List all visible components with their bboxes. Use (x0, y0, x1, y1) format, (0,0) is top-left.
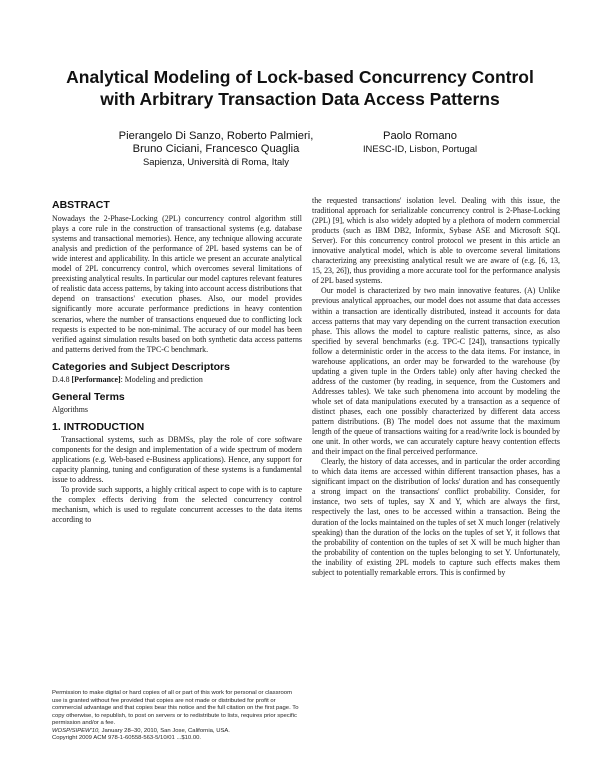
category-code: D.4.8 (52, 374, 70, 384)
footnote-venue (52, 728, 302, 736)
right-column (312, 196, 560, 578)
right-paragraph-2: Our model is characterized by two main innovative features. (A) Unlike previous analytical approaches, our model does not assume that data accesses within a transaction are identically distributed, instead it accounts for data access patterns that may vary depending on the current transaction execution phase. This allows the model to capture realistic patterns, since, as also specified by several benchmarks (e.g. TPC-C [24]), transactions typically follow a deterministic order in the access to the data items. For instance, in warehouse applications, an order may be forwarded to the warehouse (by updating a given tuple in the Orders table) only after having checked the address of the customer (by reading, in sequence, from the Customers and Addresses tables). We take such phenomena into account by modeling the whole set of data manipulations executed by a transaction as a sequence of distinct phases, each one possibly characterized by different data access pattern distributions. (B) The model does not assume that the maximum length of the queue of transactions waiting for a read/write lock is bounded by one unit. In other words, we can accurately capture heavy contention effects and their impact on the final perceived performance. (312, 286, 560, 457)
author-block-left (96, 130, 336, 168)
general-terms-text: Algorithms (52, 404, 88, 414)
author-affiliation-right: INESC-ID, Lisbon, Portugal (362, 143, 478, 154)
abstract-heading: ABSTRACT (52, 199, 110, 211)
categories-text (52, 375, 302, 385)
paper-title (30, 66, 570, 110)
author-names-line-2: Bruno Ciciani, Francesco Quaglia (132, 143, 300, 155)
author-block-right (320, 130, 520, 155)
venue-name: WOSP/SIPEW'10, (52, 727, 100, 734)
categories-heading: Categories and Subject Descriptors (52, 360, 230, 373)
category-description: : Modeling and prediction (120, 374, 203, 384)
author-name-right: Paolo Romano (382, 130, 457, 142)
permission-footnote (52, 690, 302, 743)
author-names-line-1: Pierangelo Di Sanzo, Roberto Palmieri, (118, 130, 314, 142)
intro-paragraph-2: To provide such supports, a highly critical aspect to cope with is to capture the complex effects deriving from the selected concurrency control mechanism, which is used to regulate concurrent accesses to the data items according to (52, 485, 302, 525)
intro-paragraph-1: Transactional systems, such as DBMSs, play the role of core software components for the design and implementation of a wide spectrum of modern applications (e.g. Web-based e-Business applications). Hence, any support for capacity planning, tuning and configuration of these systems is a fundamental issue to address. (52, 434, 302, 485)
right-paragraph-1: the requested transactions' isolation level. Dealing with this issue, the traditional approach for serializable concurrency control is 2-Phase-Locking (2PL) [9], which is also widely adopted by a plethora of modern commercial products (such as IBM DB2, Informix, Sybase ASE and Microsoft SQL Server). For this concurrency control protocol we present in this article an innovative analytical model, which is able to overcome several limitations characterizing any preexisting analytical result we are aware of (e.g. [6, 13, 15, 23, 26]), thus providing a more accurate tool for the performance analysis of 2PL based systems. (312, 196, 560, 286)
title-line-1: Analytical Modeling of Lock-based Concurrency Control (66, 67, 534, 87)
introduction-heading: 1. INTRODUCTION (52, 420, 145, 433)
title-line-2: with Arbitrary Transaction Data Access Patterns (100, 89, 500, 109)
venue-details: January 28–30, 2010, San Jose, California, USA. (99, 727, 230, 734)
author-affiliation-left: Sapienza, Università di Roma, Italy (143, 156, 289, 167)
abstract-text: Nowadays the 2-Phase-Locking (2PL) concurrency control algorithm still plays a core rule in the construction of transactional systems (e.g. database systems and transactional memories). Hence, any technique allowing accurate analysis and prediction of the performance of 2PL based systems can be of wide interest and applicability. In this article we present an accurate analytical model of 2PL concurrency control, which overcomes several limitations of preexisting analytical results. In particular our model captures relevant features of realistic data access patterns, by taking into account access distributions that depend on transactions' execution phases. Also, our model provides significantly more accurate performance predictions in heavy contention scenarios, where the number of transactions enqueued due to conflicting lock requests is expected to be non-minimal. The accuracy of our model has been verified against simulation results based on both synthetic data access patterns and patterns derived from the TPC-C benchmark. (52, 214, 302, 354)
footnote-permission-text: Permission to make digital or hard copies of all or part of this work for personal or classroom use is granted without fee provided that copies are not made or distributed for profit or commercial advantage and that copies bear this notice and the full citation on the first page. To copy otherwise, to republish, to post on servers or to redistribute to lists, requires prior specific permission and/or a fee. (52, 690, 299, 727)
category-bracket: [Performance] (71, 374, 121, 384)
general-terms-heading: General Terms (52, 390, 125, 403)
right-paragraph-3: Clearly, the history of data accesses, and in particular the order according to which data items are accessed within different transaction phases, has a significant impact on the distribution of locks' duration and has consequently a strong impact on the transactions' conflict probability. Consider, for instance, two sets of tuples, say X and Y, which are always the first, respectively the last, ones to be accessed within a transaction. Being the duration of the locks maintained on the tuples of set X much longer (relatively speaking) than the duration of the locks on the tuples of set Y, it follows that the probability of contention on the tuples of set X will be much higher than the probability of contention on the tuples belonging to set Y. Unfortunately, the inability of existing 2PL models to capture such effects makes them subject to potentially remarkable errors. This is confirmed by (312, 457, 560, 577)
left-column (52, 200, 302, 525)
footnote-copyright: Copyright 2009 ACM 978-1-60558-563-5/10/01 ...$10.00. (52, 735, 202, 742)
